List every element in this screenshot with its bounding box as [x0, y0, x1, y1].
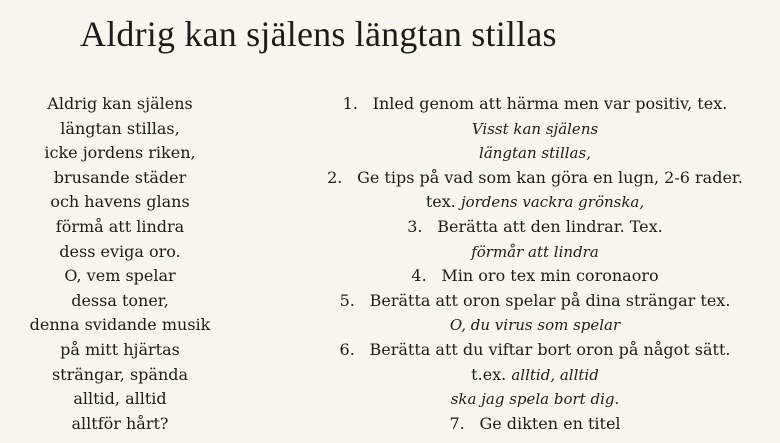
step-text: Inled genom att härma men var positiv, tex.: [372, 94, 728, 113]
poem-line: dess eviga oro.: [59, 241, 181, 261]
step-example: [290, 117, 780, 142]
step-example: [290, 141, 780, 166]
step-text: Berätta att den lindrar. Tex.: [437, 216, 663, 236]
example-text: alltid, alltid: [511, 365, 599, 384]
poem-line: alltför hårt?: [71, 413, 169, 433]
step-number: 5.: [339, 290, 355, 310]
page-title: Aldrig kan själens längtan stillas: [80, 14, 557, 54]
poem-line: dessa toner,: [71, 290, 169, 310]
poem-line: längtan stillas,: [60, 118, 180, 138]
step-number: 1.: [342, 94, 358, 113]
step-example: [290, 190, 780, 215]
poem-line: alltid, alltid: [73, 389, 167, 409]
poem-line: på mitt hjärtas: [60, 339, 180, 359]
list-item: [290, 92, 780, 117]
example-text: O, du virus som spelar: [449, 316, 621, 335]
step-text: Berätta att oron spelar på dina strängar tex.: [369, 290, 731, 310]
poem-line: förmå att lindra: [55, 216, 185, 236]
example-text: längtan stillas,: [479, 144, 591, 163]
example-text: ska jag spela bort dig.: [450, 390, 620, 409]
list-item: [290, 412, 780, 437]
step-number: 6.: [339, 339, 355, 359]
example-text: Visst kan själens: [471, 119, 599, 138]
step-text: Ge dikten en titel: [479, 413, 621, 433]
list-item: [290, 215, 780, 240]
step-number: 2.: [327, 167, 343, 187]
step-number: 7.: [449, 413, 465, 433]
step-text: Berätta att du viftar bort oron på något sätt.: [369, 339, 731, 359]
step-example: [290, 313, 780, 338]
instruction-list: [290, 92, 780, 436]
step-number: 4.: [411, 266, 427, 286]
list-item: [290, 338, 780, 363]
step-text: Min oro tex min coronaoro: [441, 266, 659, 286]
step-example: [290, 387, 780, 412]
poem: [0, 92, 240, 436]
step-text: Ge tips på vad som kan göra en lugn, 2-6 rader.: [357, 167, 743, 187]
example-prefix: t.ex.: [471, 364, 507, 384]
example-text: jordens vackra grönska,: [460, 193, 645, 212]
example-prefix: tex.: [425, 192, 456, 212]
list-item: [290, 166, 780, 191]
poem-line: icke jordens riken,: [44, 143, 196, 163]
list-item: [290, 264, 780, 289]
poem-line: O, vem spelar: [64, 266, 176, 286]
example-text: förmår att lindra: [471, 242, 599, 261]
list-item: [290, 289, 780, 314]
poem-line: Aldrig kan själens: [47, 94, 193, 113]
poem-line: brusande städer: [53, 167, 187, 187]
poem-line: strängar, spända: [51, 364, 189, 384]
step-example: [290, 363, 780, 388]
step-example: [290, 240, 780, 265]
step-number: 3.: [407, 216, 423, 236]
poem-line: och havens glans: [50, 192, 190, 212]
poem-line: denna svidande musik: [29, 315, 211, 335]
